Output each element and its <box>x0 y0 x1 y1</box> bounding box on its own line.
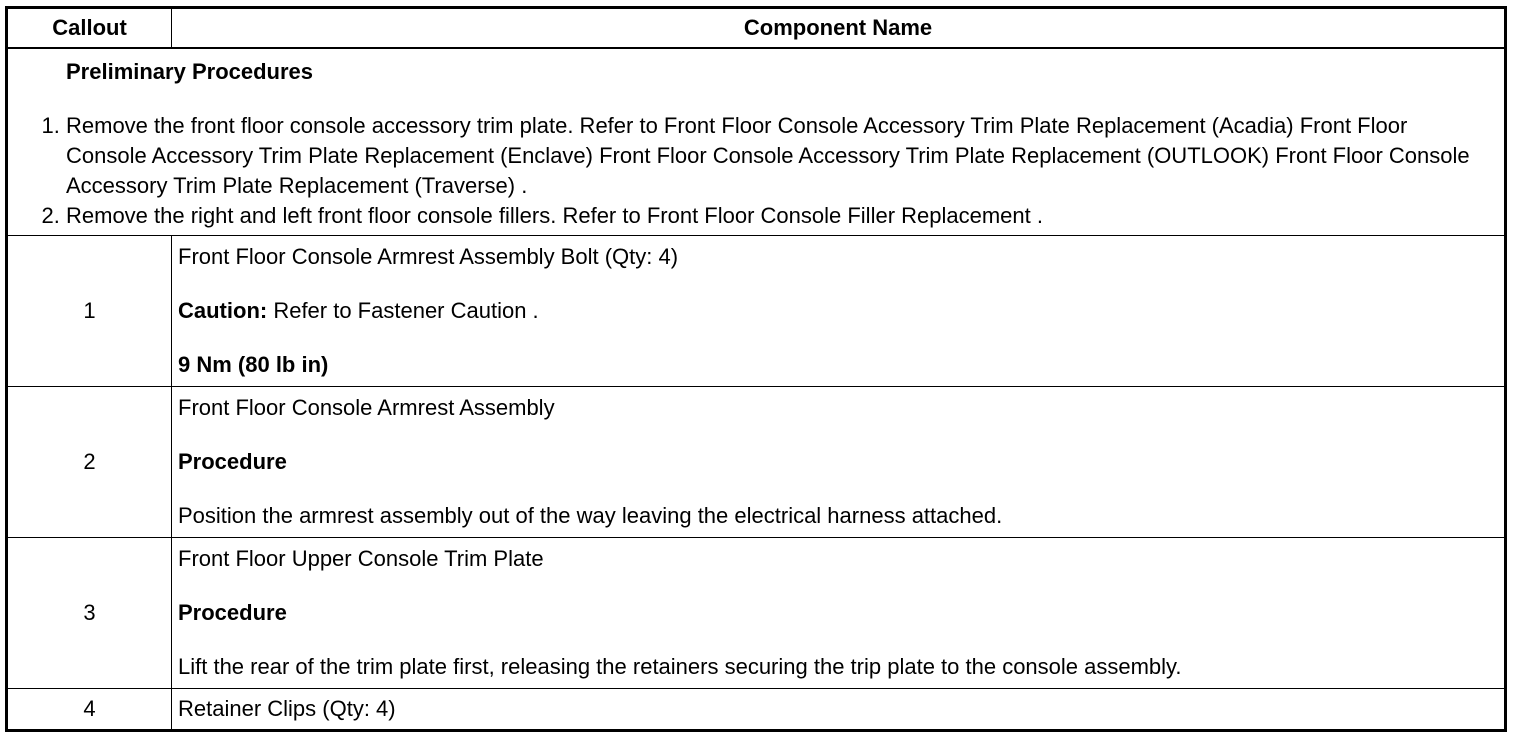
component-cell <box>172 236 1506 387</box>
preliminary-step: 1. Remove the front floor console accessory trim plate. Refer to Front Floor Console Accessory Trim Plate Replacement (Acadia) Front Floor Console Accessory Trim Plate Replacement (Enclave) Front Floor Console Accessory Trim Plate Replacement (OUTLOOK) Front Floor Console Accessory Trim Plate Replacement (Traverse) . <box>66 111 1484 201</box>
callout-header: Callout <box>7 8 172 49</box>
callout-cell: 1 <box>7 236 172 387</box>
caution-text: Refer to Fastener Caution . <box>267 298 539 323</box>
procedure-label: Procedure <box>178 449 287 474</box>
component-name: Front Floor Console Armrest Assembly Bolt (Qty: 4) <box>178 244 679 269</box>
callout-cell: 2 <box>7 387 172 538</box>
table-row <box>7 538 1506 689</box>
component-name: Front Floor Upper Console Trim Plate <box>178 546 544 571</box>
callout-cell: 3 <box>7 538 172 689</box>
preliminary-title: Preliminary Procedures <box>66 59 314 84</box>
component-cell <box>172 387 1506 538</box>
caution-label: Caution: <box>178 298 268 323</box>
procedure-text: Lift the rear of the trim plate first, releasing the retainers securing the trip plate to the console assembly. <box>178 654 1182 679</box>
callout-cell: 4 <box>7 689 172 731</box>
preliminary-cell <box>7 48 1506 236</box>
component-name: Retainer Clips (Qty: 4) <box>178 696 396 721</box>
component-name-header: Component Name <box>172 8 1506 49</box>
preliminary-step: 2. Remove the right and left front floor console fillers. Refer to Front Floor Console Filler Replacement . <box>66 201 1484 231</box>
component-cell <box>172 538 1506 689</box>
table-row <box>7 387 1506 538</box>
procedure-text: Position the armrest assembly out of the way leaving the electrical harness attached. <box>178 503 1003 528</box>
caution-line <box>178 296 1504 326</box>
table-row <box>7 236 1506 387</box>
preliminary-steps <box>8 111 1504 231</box>
component-cell <box>172 689 1506 731</box>
table-header-row <box>7 8 1506 49</box>
preliminary-row <box>7 48 1506 236</box>
procedure-label: Procedure <box>178 600 287 625</box>
torque-spec: 9 Nm (80 lb in) <box>178 352 329 377</box>
component-table <box>5 6 1507 732</box>
table-row <box>7 689 1506 731</box>
component-name: Front Floor Console Armrest Assembly <box>178 395 555 420</box>
